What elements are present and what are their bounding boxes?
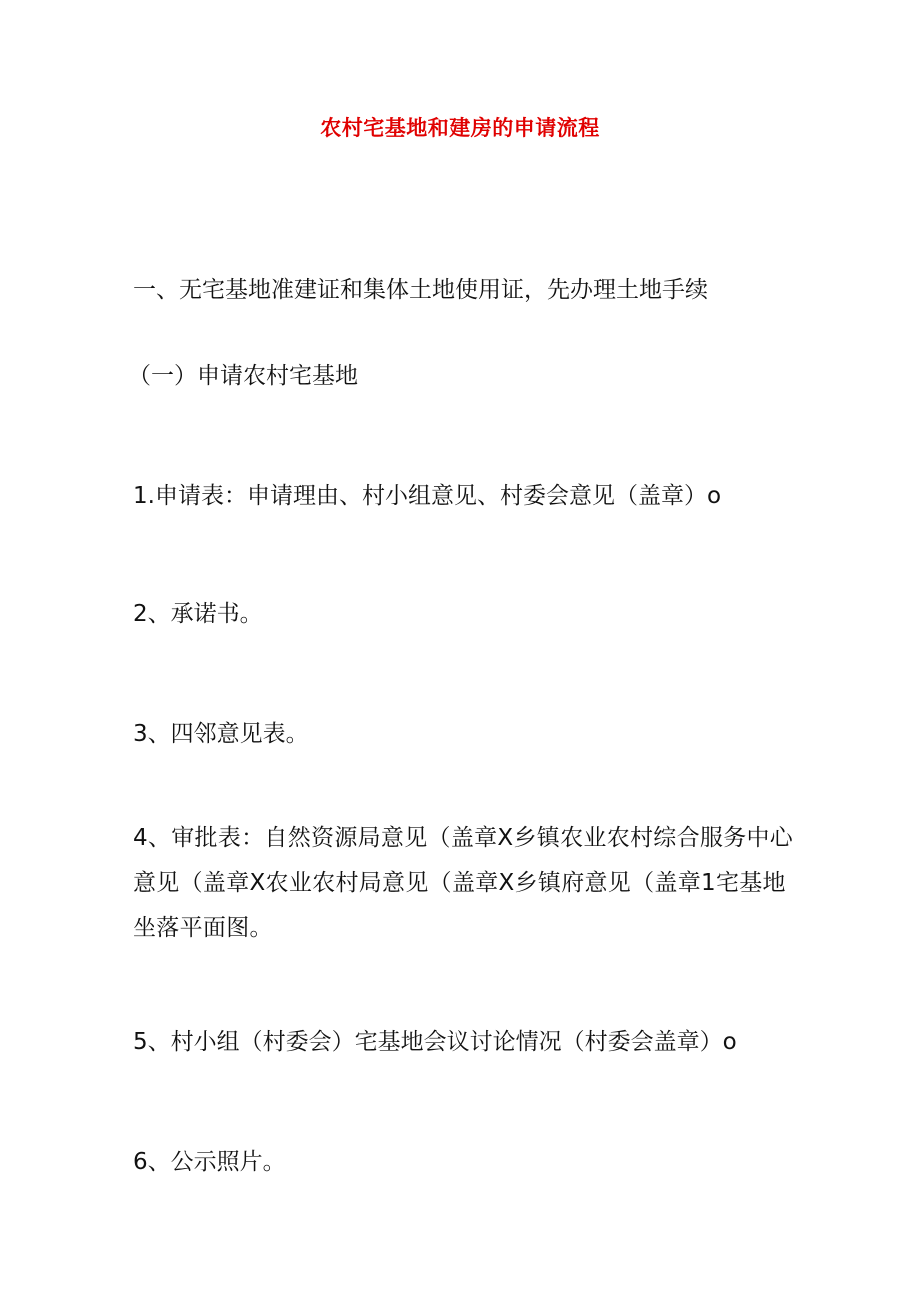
list-item: 5、村小组（村委会）宅基地会议讨论情况（村委会盖章）o [133,1029,737,1055]
subsection-heading: （一）申请农村宅基地 [128,363,358,389]
list-item: 1.申请表：申请理由、村小组意见、村委会意见（盖章）o [133,483,722,509]
list-item: 6、公示照片。 [133,1149,286,1175]
list-item: 4、审批表：自然资源局意见（盖章X乡镇农业农村综合服务中心意见（盖章X农业农村局意见（盖章X乡镇府意见（盖章1宅基地坐落平面图。 [133,825,794,941]
list-item: 2、承诺书。 [133,601,263,627]
section-heading: 一、无宅基地准建证和集体土地使用证，先办理土地手续 [133,277,708,303]
document-title: 农村宅基地和建房的申请流程 [320,116,600,140]
list-item: 3、四邻意见表。 [133,721,309,747]
